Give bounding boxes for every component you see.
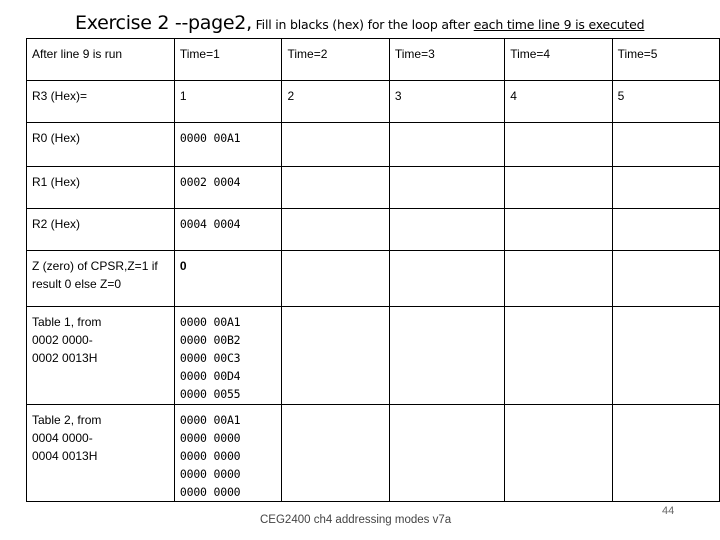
r3-value: 5: [612, 81, 719, 123]
empty-cell: [612, 167, 719, 209]
r1-value: 0002 0004: [174, 167, 282, 209]
empty-cell: [389, 167, 504, 209]
r3-value: 4: [505, 81, 612, 123]
empty-cell: [389, 307, 504, 405]
empty-cell: [505, 209, 612, 251]
empty-cell: [612, 251, 719, 307]
row-label: [27, 405, 175, 502]
table1-value: 0000 00C3: [179, 351, 241, 365]
table1-values: [174, 307, 282, 405]
row-label: R3 (Hex)=: [27, 81, 175, 123]
empty-cell: [505, 123, 612, 167]
empty-cell: [282, 167, 389, 209]
table-row-table1: [27, 307, 720, 405]
r2-value: 0004 0004: [174, 209, 282, 251]
empty-cell: [389, 405, 504, 502]
empty-cell: [282, 405, 389, 502]
table-row-r0: [27, 123, 720, 167]
table-row-r2: [27, 209, 720, 251]
header-cell: After line 9 is run: [27, 39, 175, 81]
table2-values: [174, 405, 282, 502]
table1-value: 0000 0055: [179, 387, 241, 401]
table-row-z-flag: [27, 251, 720, 307]
empty-cell: [505, 405, 612, 502]
table-row-r1: [27, 167, 720, 209]
header-cell: Time=4: [505, 39, 612, 81]
row-label: [27, 251, 175, 307]
table1-value: 0000 00D4: [179, 369, 241, 383]
title-main: Exercise 2 --page2,: [75, 12, 252, 34]
row-label: R2 (Hex): [27, 209, 175, 251]
empty-cell: [612, 209, 719, 251]
r0-value: 0000 00A1: [174, 123, 282, 167]
z-value: 0: [174, 251, 282, 307]
title-sub-underlined: each time line 9 is executed: [473, 17, 645, 32]
table2-value: 0000 0000: [179, 431, 241, 445]
empty-cell: [282, 251, 389, 307]
slide-footer: CEG2400 ch4 addressing modes v7a: [260, 514, 452, 526]
table2-value: 0000 00A1: [179, 413, 241, 427]
table-row-table2: [27, 405, 720, 502]
register-table: [26, 38, 720, 502]
empty-cell: [612, 123, 719, 167]
row-label: R1 (Hex): [27, 167, 175, 209]
empty-cell: [389, 251, 504, 307]
header-cell: Time=2: [282, 39, 389, 81]
header-cell: Time=1: [174, 39, 282, 81]
table2-value: 0000 0000: [179, 467, 241, 481]
table2-label-line: 0004 0013H: [32, 449, 98, 463]
table2-label-line: Table 2, from: [32, 413, 102, 427]
table1-label-line: Table 1, from: [32, 315, 102, 329]
empty-cell: [612, 307, 719, 405]
empty-cell: [389, 209, 504, 251]
row-label: R0 (Hex): [27, 123, 175, 167]
table-row-header: [27, 39, 720, 81]
table1-value: 0000 00A1: [179, 315, 241, 329]
r3-value: 3: [389, 81, 504, 123]
empty-cell: [505, 167, 612, 209]
title-sub: Fill in blacks (hex) for the loop after: [251, 17, 474, 32]
empty-cell: [282, 307, 389, 405]
empty-cell: [389, 123, 504, 167]
table2-value: 0000 0000: [179, 449, 241, 463]
z-label-line: Z (zero) of CPSR,Z=1 if: [32, 259, 158, 273]
table2-label-line: 0004 0000-: [32, 431, 93, 445]
table1-value: 0000 00B2: [179, 333, 241, 347]
table2-value: 0000 0000: [179, 485, 241, 499]
r3-value: 2: [282, 81, 389, 123]
empty-cell: [282, 209, 389, 251]
empty-cell: [505, 251, 612, 307]
table1-label-line: 0002 0013H: [32, 351, 98, 365]
empty-cell: [505, 307, 612, 405]
row-label: [27, 307, 175, 405]
table-row-r3: [27, 81, 720, 123]
slide-title: [75, 12, 720, 36]
z-label-line: result 0 else Z=0: [32, 277, 122, 291]
page-number: 44: [662, 505, 675, 517]
empty-cell: [612, 405, 719, 502]
header-cell: Time=5: [612, 39, 719, 81]
table1-label-line: 0002 0000-: [32, 333, 93, 347]
r3-value: 1: [174, 81, 282, 123]
empty-cell: [282, 123, 389, 167]
header-cell: Time=3: [389, 39, 504, 81]
